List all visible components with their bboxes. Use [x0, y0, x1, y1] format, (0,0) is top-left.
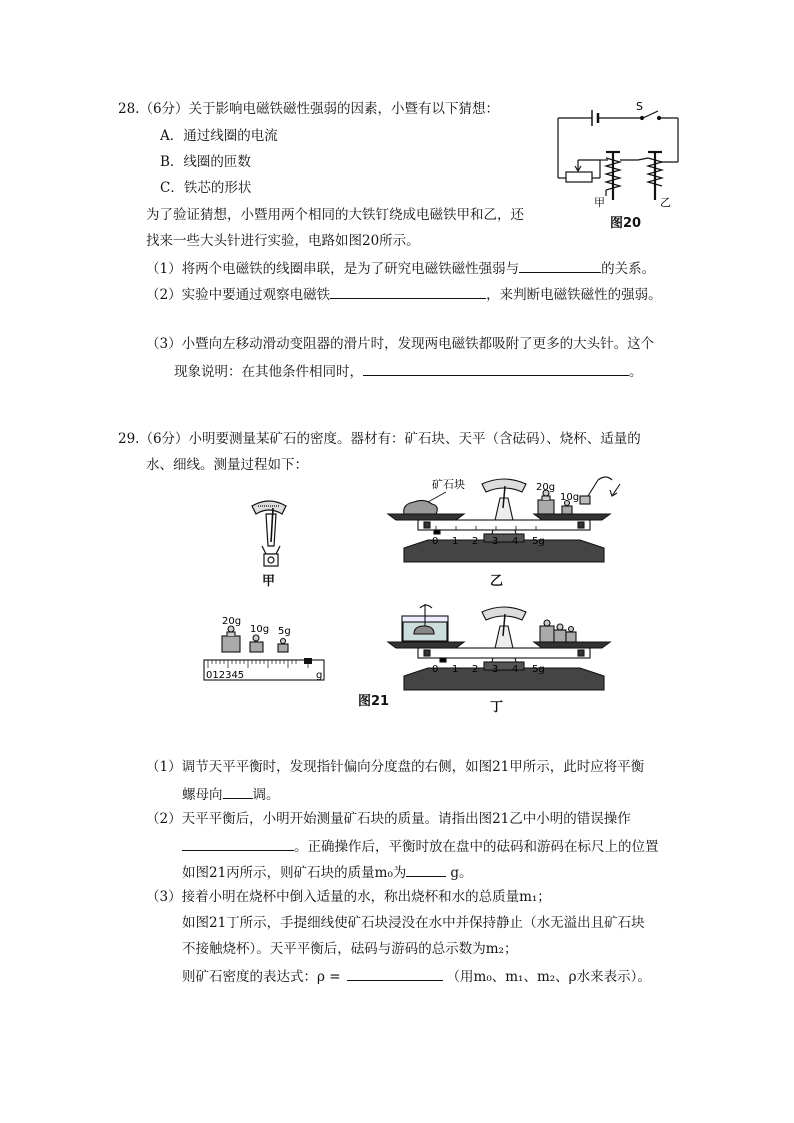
yi-tick-5: 5g — [532, 536, 545, 547]
figure-21-ding-balance — [384, 604, 624, 698]
q29-part3-line2: 如图21丁所示，手提细线使矿石块浸没在水中并保持静止（水无溢出且矿石块 — [182, 915, 645, 931]
q28-blank-2[interactable] — [330, 284, 486, 299]
q29-blank-1[interactable] — [223, 784, 253, 799]
figure-21-label-jia: 甲 — [262, 574, 276, 589]
yi-tick-0: 0 — [432, 536, 439, 547]
figure-21-yi-balance — [384, 470, 624, 572]
q29-part3-line1: （3）接着小明在烧杯中倒入适量的水，称出烧杯和水的总质量m₁； — [146, 889, 551, 905]
figure-21-caption: 图21 — [358, 694, 390, 709]
ding-tick-3: 3 — [492, 664, 499, 675]
fig20-label-s: S — [636, 100, 643, 113]
ding-tick-5: 5g — [532, 664, 545, 675]
q29-header-line2: 水、细线。测量过程如下： — [146, 457, 308, 473]
q28-option-c: C．铁芯的形状 — [160, 180, 252, 196]
q29-blank-3[interactable] — [406, 862, 446, 877]
q29-blank-4[interactable] — [347, 966, 443, 981]
q29-part2-line1: （2）天平平衡后，小明开始测量矿石块的质量。请指出图21乙中小明的错误操作 — [146, 811, 631, 827]
q28-part3-line2: 现象说明：在其他条件相同时， 。 — [174, 361, 643, 381]
q28-header: 28.（6分）关于影响电磁铁磁性强弱的因素，小暨有以下猜想： — [118, 101, 500, 117]
q29-part3-line3: 不接触烧杯）。天平平衡后，砝码与游码的总示数为m₂； — [182, 941, 518, 957]
q29-part2-line2: 。正确操作后，平衡时放在盘中的砝码和游码在标尺上的位置 — [182, 836, 659, 856]
q28-part2: （2）实验中要通过观察电磁铁 ，来判断电磁铁磁性的强弱。 — [146, 284, 662, 304]
q28-option-a: A．通过线圈的电流 — [160, 128, 278, 144]
fig20-label-jia: 甲 — [594, 196, 605, 209]
ore-label: 矿石块 — [432, 478, 465, 491]
figure-21-bing-weights — [200, 612, 336, 686]
ding-tick-2: 2 — [472, 664, 479, 675]
ding-tick-1: 1 — [452, 664, 459, 675]
bing-scale-unit: g — [316, 670, 323, 681]
q28-text-line4: 为了验证猜想，小暨用两个相同的大铁钉绕成电磁铁甲和乙，还 — [146, 207, 524, 223]
bing-weight-10g: 10g — [250, 624, 270, 635]
ding-tick-0: 0 — [432, 664, 439, 675]
bing-weight-5g: 5g — [278, 626, 291, 637]
q28-blank-1[interactable] — [519, 258, 601, 273]
figure-21-jia-pointer — [244, 494, 294, 570]
yi-tick-4: 4 — [512, 536, 519, 547]
fig20-label-yi: 乙 — [660, 196, 671, 209]
bing-weight-20g: 20g — [222, 616, 242, 627]
q28-part3-line1: （3）小暨向左移动滑动变阻器的滑片时，发现两电磁铁都吸附了更多的大头针。这个 — [146, 336, 655, 352]
q28-text-line5: 找来一些大头针进行实验，电路如图20所示。 — [146, 233, 420, 249]
q29-part3-line4: 则矿石密度的表达式：ρ = （用m₀、m₁、m₂、ρ水来表示）。 — [182, 966, 651, 986]
q29-header: 29.（6分）小明要测量某矿石的密度。器材有：矿石块、天平（含砝码）、烧杯、适量的 — [118, 431, 641, 447]
bing-scale-numbers: 012345 — [206, 670, 245, 681]
yi-tick-2: 2 — [472, 536, 479, 547]
figure-20-circuit — [548, 100, 688, 230]
yi-tick-3: 3 — [492, 536, 499, 547]
q29-part1-line1: （1）调节天平平衡时，发现指针偏向分度盘的右侧，如图21甲所示，此时应将平衡 — [146, 759, 645, 775]
ding-tick-4: 4 — [512, 664, 519, 675]
figure-20-caption: 图20 — [610, 216, 642, 231]
figure-21-label-yi: 乙 — [490, 574, 504, 589]
yi-tick-1: 1 — [452, 536, 459, 547]
yi-weight-10g: 10g — [560, 492, 580, 503]
q29-blank-2[interactable] — [182, 836, 294, 851]
q28-blank-3[interactable] — [363, 361, 629, 376]
q29-part2-line3: 如图21丙所示，则矿石块的质量m₀为 g。 — [182, 862, 473, 882]
q28-option-b: B．线圈的匝数 — [160, 154, 251, 170]
q29-part1-line2: 螺母向 调。 — [182, 784, 280, 804]
yi-weight-20g: 20g — [536, 482, 556, 493]
q28-part1: （1）将两个电磁铁的线圈串联，是为了研究电磁铁磁性强弱与 的关系。 — [146, 258, 655, 278]
figure-21-label-ding: 丁 — [490, 700, 504, 715]
